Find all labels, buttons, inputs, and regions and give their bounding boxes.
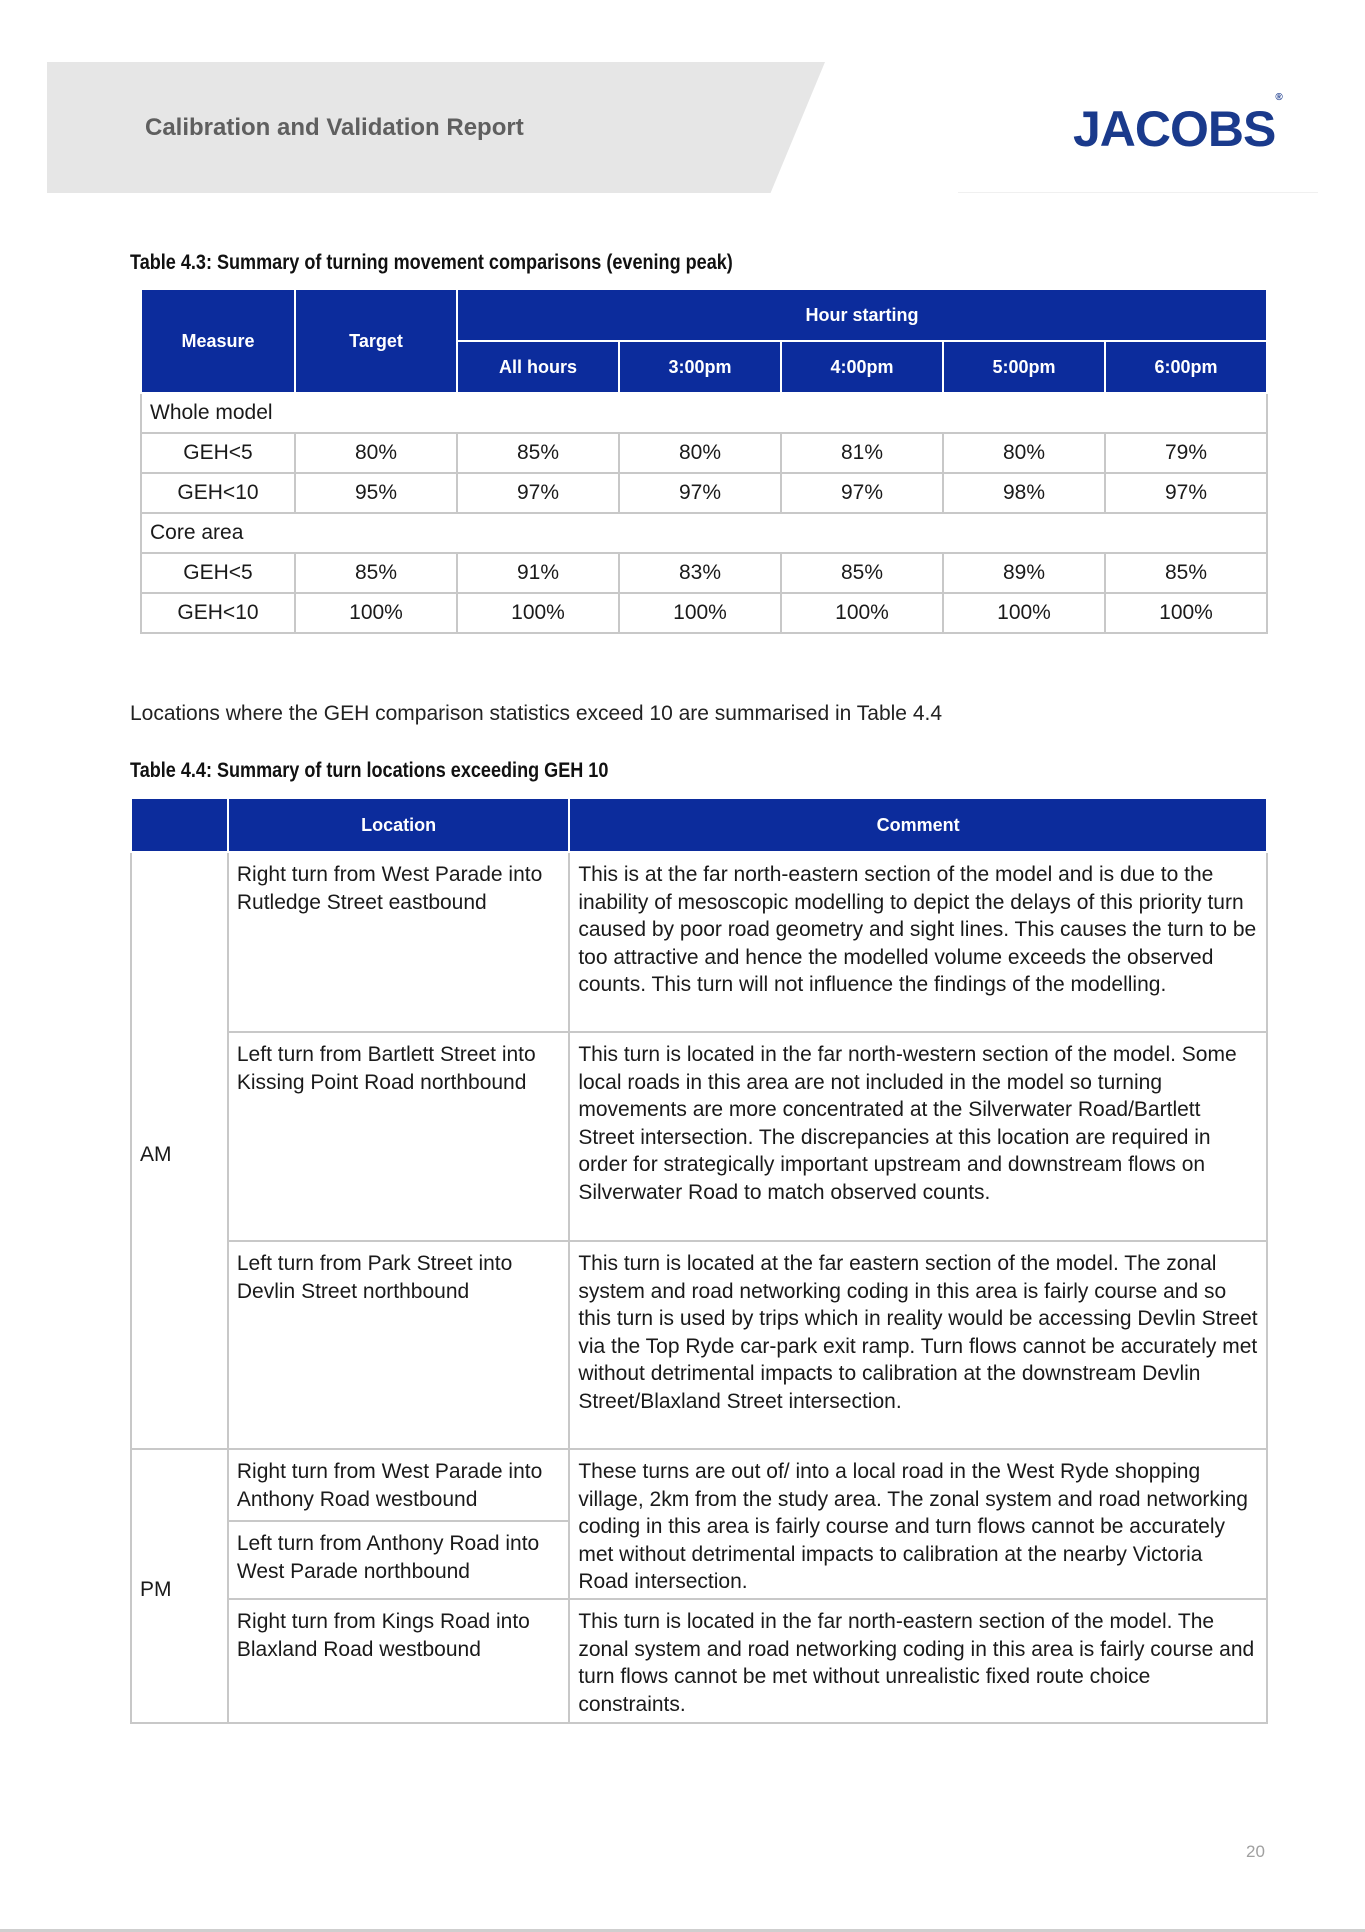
table-row (131, 1599, 1267, 1723)
turn-locations-table (130, 797, 1268, 1724)
comment-header: Comment (569, 798, 1267, 852)
measure-cell: GEH<5 (141, 433, 295, 473)
target-cell: 95% (295, 473, 457, 513)
section-row (141, 393, 1267, 433)
location-cell: Left turn from Bartlett Street into Kissing Point Road northbound (228, 1032, 569, 1241)
value-cell: 97% (619, 473, 781, 513)
col-header: 4:00pm (781, 341, 943, 393)
table-row (141, 473, 1267, 513)
table-row (131, 1241, 1267, 1449)
target-cell: 100% (295, 593, 457, 633)
value-cell: 83% (619, 553, 781, 593)
table-row (131, 1032, 1267, 1241)
comment-cell: This turn is located in the far north-western section of the model. Some local roads in this area are not included in the model so turning movements are more concentrated at the Silverwater Road/Bartlett Street intersection. The discrepancies at this location are required in order for strategically important upstream and downstream flows on Silverwater Road to match observed counts. (569, 1032, 1267, 1241)
jacobs-logo (1073, 92, 1283, 158)
period-header (131, 798, 228, 852)
value-cell: 81% (781, 433, 943, 473)
value-cell: 97% (1105, 473, 1267, 513)
report-title: Calibration and Validation Report (145, 114, 524, 141)
value-cell: 100% (1105, 593, 1267, 633)
table-row (141, 553, 1267, 593)
measure-cell: GEH<10 (141, 593, 295, 633)
table-row (131, 852, 1267, 1032)
comment-cell: These turns are out of/ into a local road in the West Ryde shopping village, 2km from the study area. The zonal system and road networking coding in this area is fairly course and turn flows cannot be accurately met without detrimental impacts to calibration at the nearby Victoria Road intersection. (569, 1449, 1267, 1599)
value-cell: 97% (457, 473, 619, 513)
location-cell: Right turn from Kings Road into Blaxland Road westbound (228, 1599, 569, 1723)
section-row (141, 513, 1267, 553)
location-cell: Right turn from West Parade into Rutledge Street eastbound (228, 852, 569, 1032)
logo-registered-mark: ® (1275, 92, 1283, 104)
location-cell: Left turn from Anthony Road into West Parade northbound (228, 1521, 569, 1599)
comment-cell: This turn is located in the far north-eastern section of the model. The zonal system and road networking coding in this area is fairly course and turn flows cannot be met without unrealistic fixed route choice constraints. (569, 1599, 1267, 1723)
hour-starting-header: Hour starting (457, 289, 1267, 341)
value-cell: 80% (943, 433, 1105, 473)
value-cell: 89% (943, 553, 1105, 593)
comment-cell: This turn is located at the far eastern section of the model. The zonal system and road networking coding in this area is fairly course and so this turn is used by trips which in reality would be accessing Devlin Street via the Top Ryde car-park exit ramp. Turn flows cannot be accurately met without detrimental impacts to calibration at the downstream Devlin Street/Blaxland Street intersection. (569, 1241, 1267, 1449)
page-number: 20 (1246, 1842, 1265, 1861)
value-cell: 85% (781, 553, 943, 593)
value-cell: 80% (619, 433, 781, 473)
target-header: Target (295, 289, 457, 393)
value-cell: 91% (457, 553, 619, 593)
col-header: 6:00pm (1105, 341, 1267, 393)
col-header: 5:00pm (943, 341, 1105, 393)
section-label: Core area (141, 513, 1267, 553)
measure-header: Measure (141, 289, 295, 393)
period-cell-am: AM (131, 852, 228, 1449)
value-cell: 97% (781, 473, 943, 513)
value-cell: 79% (1105, 433, 1267, 473)
turning-movement-table (140, 288, 1268, 634)
logo-rule (958, 192, 1318, 193)
table44-caption: Table 4.4: Summary of turn locations exceeding GEH 10 (130, 759, 609, 782)
col-header: 3:00pm (619, 341, 781, 393)
table-row (141, 593, 1267, 633)
location-header: Location (228, 798, 569, 852)
table-row (131, 1449, 1267, 1521)
section-label: Whole model (141, 393, 1267, 433)
measure-cell: GEH<10 (141, 473, 295, 513)
target-cell: 80% (295, 433, 457, 473)
value-cell: 85% (457, 433, 619, 473)
location-cell: Left turn from Park Street into Devlin Street northbound (228, 1241, 569, 1449)
logo-text: JACOBS (1073, 101, 1276, 157)
value-cell: 100% (619, 593, 781, 633)
value-cell: 100% (943, 593, 1105, 633)
value-cell: 98% (943, 473, 1105, 513)
table43-caption: Table 4.3: Summary of turning movement comparisons (evening peak) (130, 251, 733, 274)
location-cell: Right turn from West Parade into Anthony Road westbound (228, 1449, 569, 1521)
table-row (141, 433, 1267, 473)
value-cell: 100% (781, 593, 943, 633)
value-cell: 85% (1105, 553, 1267, 593)
measure-cell: GEH<5 (141, 553, 295, 593)
comment-cell: This is at the far north-eastern section of the model and is due to the inability of mesoscopic modelling to depict the delays of this priority turn caused by poor road geometry and sight lines. This causes the turn to be too attractive and hence the modelled volume exceeds the observed counts. This turn will not influence the findings of the modelling. (569, 852, 1267, 1032)
period-cell-pm: PM (131, 1449, 228, 1723)
col-header: All hours (457, 341, 619, 393)
intro-paragraph: Locations where the GEH comparison statistics exceed 10 are summarised in Table 4.4 (130, 702, 943, 725)
value-cell: 100% (457, 593, 619, 633)
target-cell: 85% (295, 553, 457, 593)
